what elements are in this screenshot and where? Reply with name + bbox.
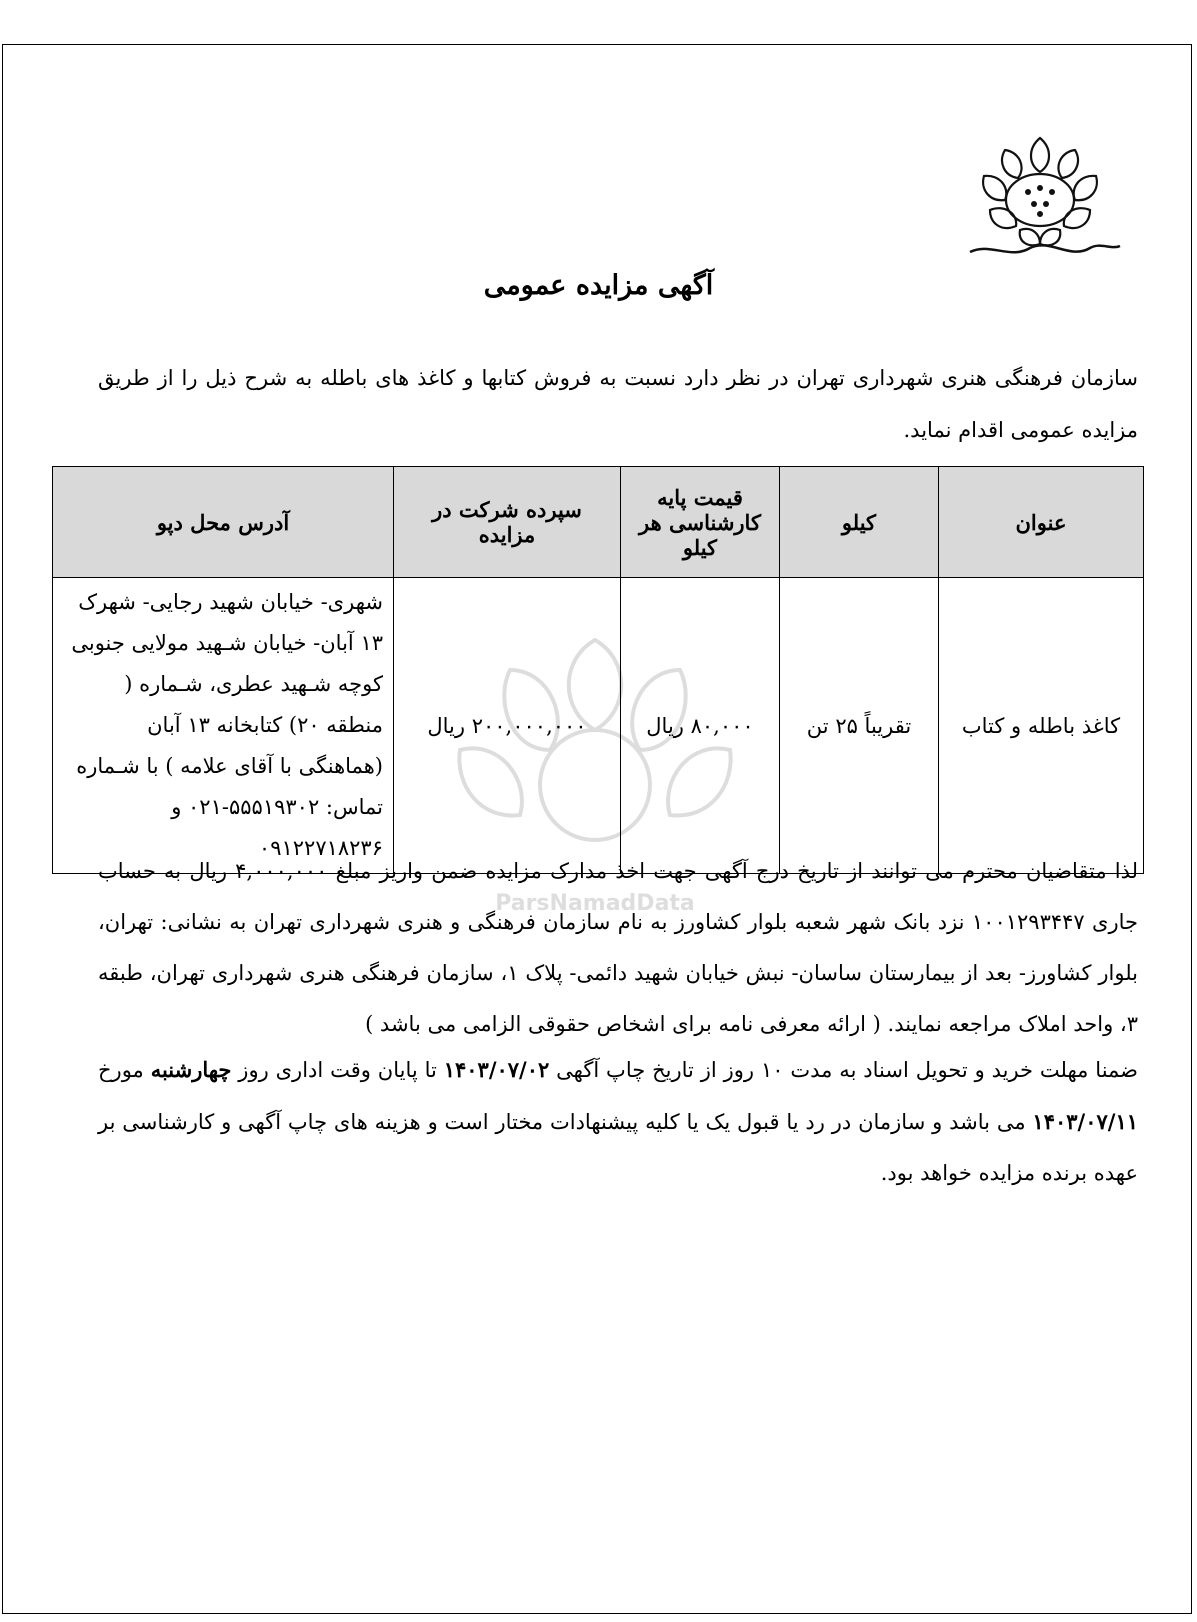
header-title: عنوان <box>939 467 1144 578</box>
body2-text-2: تا پایان وقت اداری روز <box>231 1058 444 1082</box>
body2-text-3: مورخ <box>98 1058 151 1082</box>
body-paragraph-1: لذا متقاضیان محترم می توانند از تاریخ درج آگهی جهت اخذ مدارک مزایده ضمن واریز مبلغ ۴,۰۰۰,۰۰۰ ریال به حساب جاری ۱۰۰۱۲۹۳۴۴۷ نزد بانک شهر شعبه بلوار کشاورز به نام سازمان فرهنگی و هنری شهرداری تهران به نشانی: تهران، بلوار کشاورز- بعد از بیمارستان ساسان- نبش خیابان شهید دائمی- پلاک ۱، سازمان فرهنگی هنری شهرداری تهران، طبقه ۳، واحد املاک مراجعه نمایند. ( ارائه معرفی نامه برای اشخاص حقوقی الزامی می باشد ) <box>98 859 1138 1036</box>
cell-title: کاغذ باطله و کتاب <box>939 578 1144 874</box>
body-paragraph-2 <box>98 1044 1138 1199</box>
deadline-day: چهارشنبه <box>150 1057 232 1082</box>
table-row <box>53 578 1144 874</box>
body2-text-1: ضمنا مهلت خرید و تحویل اسناد به مدت ۱۰ روز از تاریخ چاپ آگهی <box>549 1058 1139 1082</box>
auction-table <box>52 466 1144 874</box>
tehran-municipality-logo-icon <box>950 130 1130 270</box>
deadline-date: ۱۴۰۳/۰۷/۱۱ <box>1032 1109 1138 1134</box>
header-address: آدرس محل دپو <box>53 467 394 578</box>
intro-paragraph: سازمان فرهنگی هنری شهرداری تهران در نظر دارد نسبت به فروش کتابها و کاغذ های باطله به شرح ذیل را از طریق مزایده عمومی اقدام نماید. <box>98 366 1138 442</box>
page-title: آگهی مزایده عمومی <box>483 270 714 301</box>
header-deposit: سپرده شرکت در مزایده <box>394 467 621 578</box>
cell-kilo: تقریباً ۲۵ تن <box>780 578 939 874</box>
table-header-row <box>53 467 1144 578</box>
publish-date: ۱۴۰۳/۰۷/۰۲ <box>443 1057 550 1082</box>
cell-address: شهری- خیابان شهید رجایی- شهرک ۱۳ آبان- خیابان شـهید مولایی جنوبی کوچه شـهید عطری، شـماره ( منطقه ۲۰) کتابخانه ۱۳ آبان (هماهنگی با آقای علامه ) با شـماره تماس: ۵۵۵۱۹۳۰۲-۰۲۱ و ۰۹۱۲۲۷۱۸۲۳۶ <box>53 578 394 874</box>
watermark-brand: ParsNamadData <box>495 891 695 916</box>
header-kilo: کیلو <box>780 467 939 578</box>
cell-deposit: ۲۰۰,۰۰۰,۰۰۰ ریال <box>394 578 621 874</box>
cell-base-price: ۸۰,۰۰۰ ریال <box>621 578 780 874</box>
header-base-price: قیمت پایه کارشناسی هر کیلو <box>621 467 780 578</box>
body2-text-4: می باشد و سازمان در رد یا قبول یک یا کلیه پیشنهادات مختار است و هزینه های چاپ آگهی و کارشناسی بر عهده برنده مزایده خواهد بود. <box>98 1110 1138 1185</box>
